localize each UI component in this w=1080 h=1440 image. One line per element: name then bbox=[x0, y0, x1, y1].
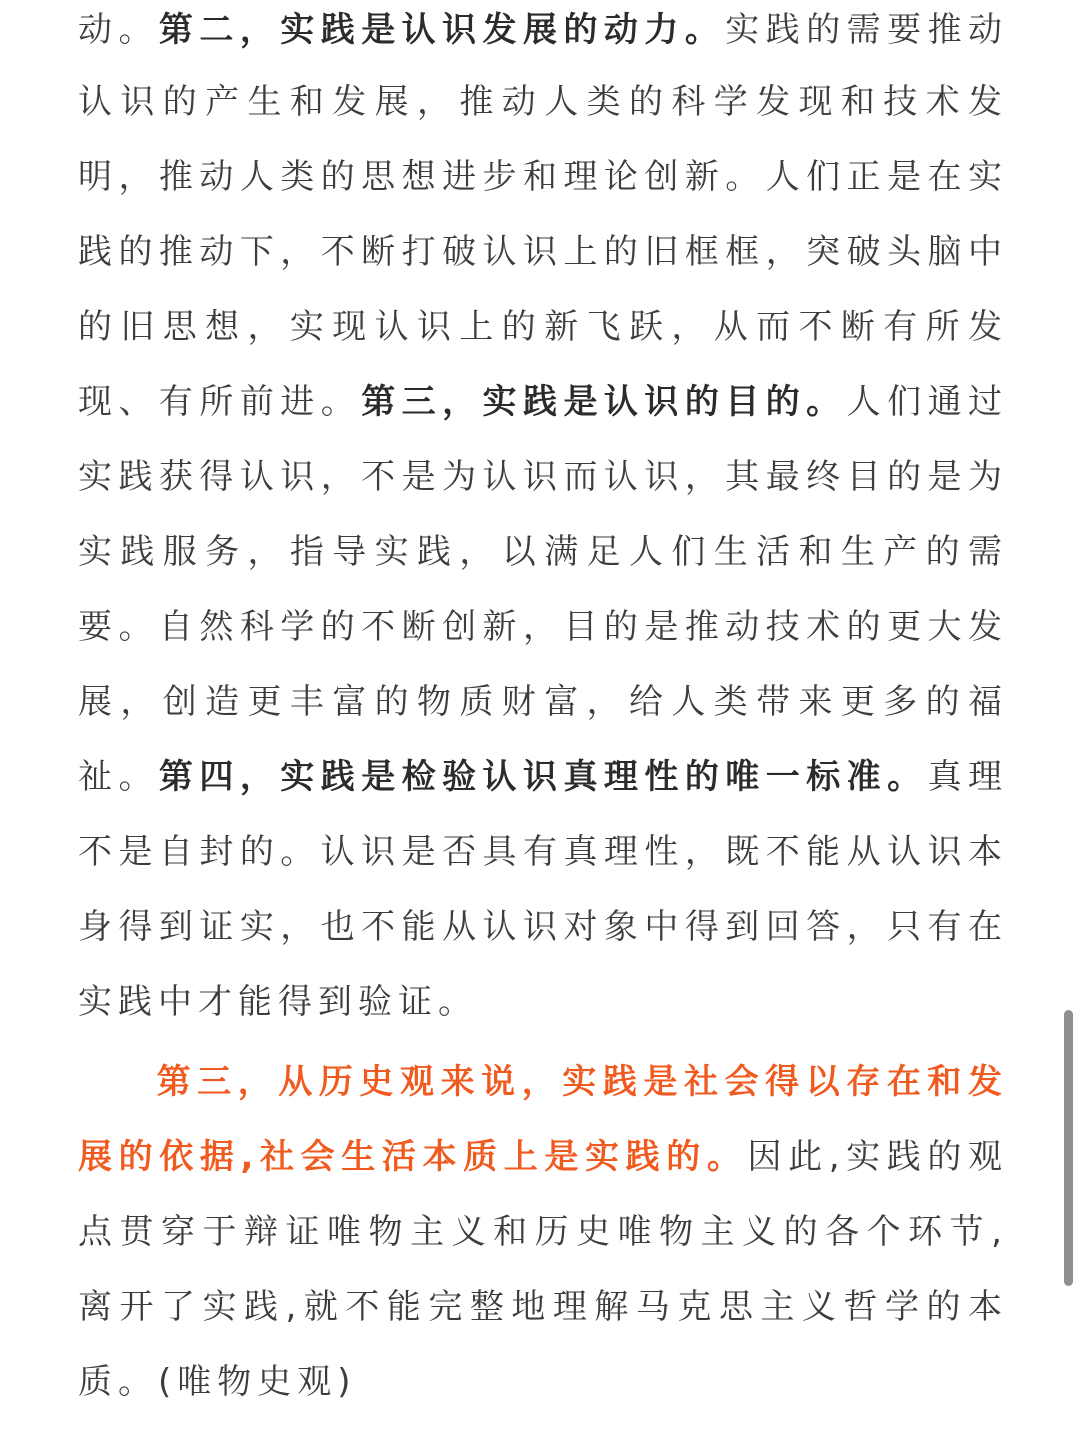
text-segment: 实践中才能得到验证。 bbox=[78, 982, 478, 1022]
text-segment: 明，推动人类的思想进步和理论创新。人们正是在实 bbox=[78, 157, 1002, 197]
text-line bbox=[78, 0, 1002, 60]
text-line bbox=[78, 522, 1002, 582]
text-line bbox=[78, 672, 1002, 732]
text-line bbox=[78, 1202, 1002, 1262]
highlighted-text-segment: 第三，从历史观来说，实践是社会得以存在和发 bbox=[150, 1062, 1002, 1102]
text-line bbox=[78, 147, 1002, 207]
text-segment: 不是自封的。认识是否具有真理性，既不能从认识本 bbox=[78, 832, 1002, 872]
text-segment: 真理 bbox=[927, 757, 1003, 797]
text-segment: 实践获得认识，不是为认识而认识，其最终目的是为 bbox=[78, 457, 1002, 497]
text-segment: 实践的需要推动 bbox=[725, 10, 1003, 50]
text-segment: 因此,实践的观 bbox=[747, 1137, 1002, 1177]
text-segment: 点贯穿于辩证唯物主义和历史唯物主义的各个环节, bbox=[78, 1212, 1002, 1252]
text-line bbox=[78, 72, 1002, 132]
text-line bbox=[78, 897, 1002, 957]
text-segment: 践的推动下，不断打破认识上的旧框框，突破头脑中 bbox=[78, 232, 1002, 272]
text-line bbox=[78, 222, 1002, 282]
text-line bbox=[78, 1052, 1002, 1112]
text-segment: 要。自然科学的不断创新，目的是推动技术的更大发 bbox=[78, 607, 1002, 647]
bold-text-segment: 第二，实践是认识发展的动力。 bbox=[158, 10, 726, 50]
highlighted-text-segment: 展的依据,社会生活本质上是实践的。 bbox=[78, 1137, 748, 1177]
text-line bbox=[78, 1127, 1002, 1187]
text-line bbox=[78, 447, 1002, 507]
bold-text-segment: 第四，实践是检验认识真理性的唯一标准。 bbox=[158, 757, 928, 797]
text-segment: 实践服务，指导实践，以满足人们生活和生产的需 bbox=[78, 532, 1002, 572]
text-line bbox=[78, 822, 1002, 882]
bold-text-segment: 第三，实践是认识的目的。 bbox=[361, 382, 847, 422]
text-segment: 动。 bbox=[78, 10, 159, 50]
text-line bbox=[78, 372, 1002, 432]
text-line bbox=[78, 1352, 1002, 1412]
text-segment: 人们通过 bbox=[846, 382, 1003, 422]
scrollbar-thumb[interactable] bbox=[1064, 1010, 1073, 1286]
text-line bbox=[78, 747, 1002, 807]
text-segment: 祉。 bbox=[78, 757, 159, 797]
text-segment: 身得到证实，也不能从认识对象中得到回答，只有在 bbox=[78, 907, 1002, 947]
text-segment: 的旧思想，实现认识上的新飞跃，从而不断有所发 bbox=[78, 307, 1002, 347]
text-line bbox=[78, 597, 1002, 657]
text-segment: 展，创造更丰富的物质财富，给人类带来更多的福 bbox=[78, 682, 1002, 722]
text-line bbox=[78, 297, 1002, 357]
text-segment: 质。(唯物史观) bbox=[78, 1362, 357, 1402]
text-segment: 认识的产生和发展，推动人类的科学发现和技术发 bbox=[78, 82, 1002, 122]
text-segment: 离开了实践,就不能完整地理解马克思主义哲学的本 bbox=[78, 1287, 1002, 1327]
text-segment: 现、有所前进。 bbox=[78, 382, 362, 422]
text-line bbox=[78, 1277, 1002, 1337]
text-line bbox=[78, 972, 1002, 1032]
